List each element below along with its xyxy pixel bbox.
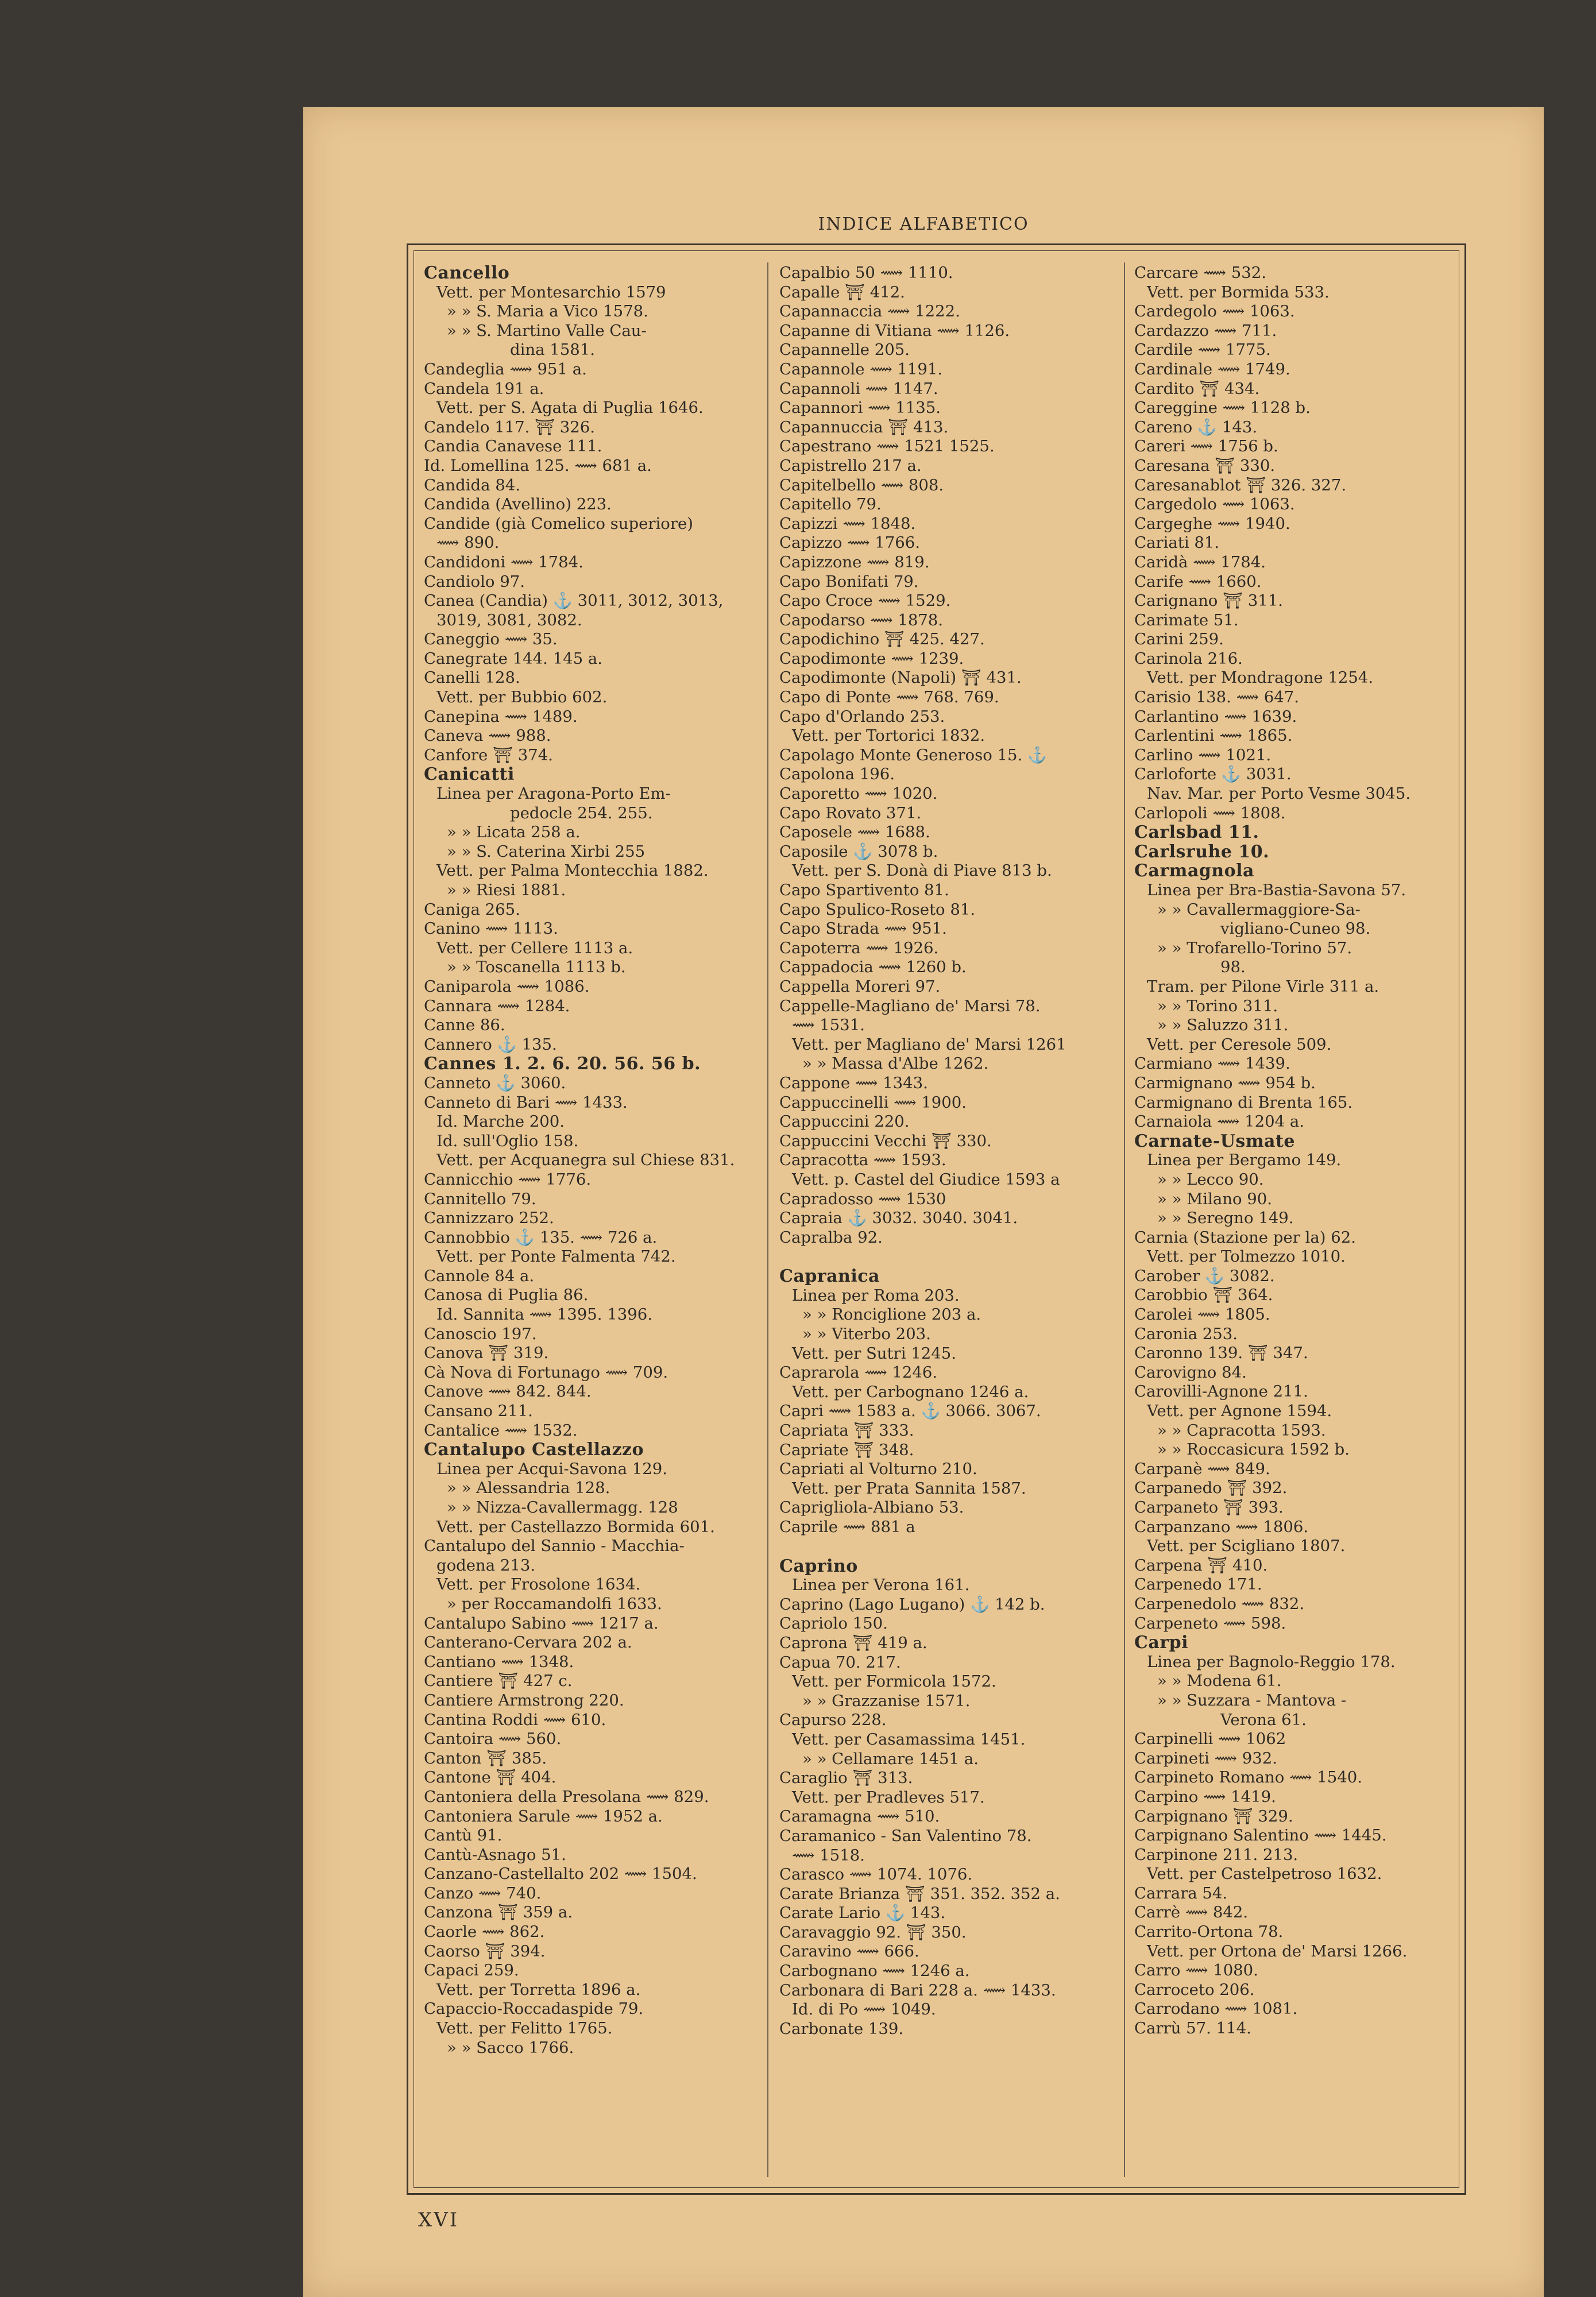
index-entry: Capo Bonifati 79. [779,572,919,591]
index-entry: Carlino ⟿ 1021. [1134,745,1272,764]
index-entry: » » Toscanella 1113 b. [447,958,626,977]
index-entry: Caresanablot ⛩ 326. 327. [1134,475,1347,494]
index-entry: Caraglio ⛩ 313. [779,1769,913,1788]
index-heading: Canicatti [424,764,515,785]
index-entry: Cannero ⚓ 135. [424,1035,557,1054]
index-entry: Cantina Roddi ⟿ 610. [424,1710,606,1729]
index-entry: Vett. per Bubbio 602. [436,688,608,707]
index-entry: Vett. per Cellere 1113 a. [436,938,633,957]
index-entry: Canoscio 197. [424,1324,537,1343]
index-entry: Canino ⟿ 1113. [424,919,558,938]
index-entry: Capodimonte ⟿ 1239. [779,649,964,668]
index-entry: Candide (già Comelico superiore) [424,514,694,533]
index-entry: Cantiere ⛩ 427 c. [424,1672,573,1691]
index-entry: Carpinelli ⟿ 1062 [1134,1730,1286,1749]
index-entry: Carpanzano ⟿ 1806. [1134,1517,1309,1536]
index-entry: Cappuccinelli ⟿ 1900. [779,1093,967,1112]
index-entry: Cappadocia ⟿ 1260 b. [779,958,967,977]
index-entry: Capri ⟿ 1583 a. ⚓ 3066. 3067. [779,1402,1041,1421]
index-entry: Capizzo ⟿ 1766. [779,533,921,552]
index-entry: Capannori ⟿ 1135. [779,399,941,417]
index-entry: Carrara 54. [1134,1884,1228,1902]
index-entry: Carimate 51. [1134,610,1239,629]
index-heading: Cancello [424,264,510,283]
index-entry: Capo Croce ⟿ 1529. [779,591,951,610]
index-entry: Candiolo 97. [424,572,525,591]
index-entry: Caniparola ⟿ 1086. [424,977,590,996]
index-entry: Cardegolo ⟿ 1063. [1134,302,1295,321]
index-entry: Vett. per Casamassima 1451. [792,1730,1026,1749]
index-entry: Canne 86. [424,1016,505,1035]
index-entry: Cannicchio ⟿ 1776. [424,1170,592,1189]
index-entry: Carpineto Romano ⟿ 1540. [1134,1768,1362,1787]
index-entry: Carpignano ⛩ 329. [1134,1807,1293,1826]
index-entry: Capannaccia ⟿ 1222. [779,302,960,321]
index-entry: Capanne di Vitiana ⟿ 1126. [779,321,1010,340]
index-entry: Capalbio 50 ⟿ 1110. [779,264,953,282]
index-entry: Carate Lario ⚓ 143. [779,1904,946,1923]
index-entry: Linea per Bergamo 149. [1147,1151,1342,1170]
index-entry: Carinola 216. [1134,649,1243,668]
index-entry: Id. Sannita ⟿ 1395. 1396. [436,1305,652,1324]
index-entry: Caravino ⟿ 666. [779,1942,919,1961]
index-entry: Caprarola ⟿ 1246. [779,1363,938,1382]
index-entry: Carpena ⛩ 410. [1134,1556,1268,1575]
index-entry: Capannuccia ⛩ 413. [779,417,949,436]
index-entry: Carbognano ⟿ 1246 a. [779,1962,970,1981]
index-entry: Capo Rovato 371. [779,803,922,822]
index-entry: Caramanico - San Valentino 78. [779,1826,1032,1845]
index-entry: Id. Lomellina 125. ⟿ 681 a. [424,456,652,475]
index-entry: Candia Canavese 111. [424,437,602,456]
index-entry: Canterano-Cervara 202 a. [424,1633,632,1652]
index-entry: » » S. Maria a Vico 1578. [447,302,648,321]
index-entry: Carrè ⟿ 842. [1134,1903,1249,1922]
index-heading: Capranica [779,1266,880,1287]
index-entry: » » Grazzanise 1571. [802,1691,971,1710]
index-entry: Carbonara di Bari 228 a. ⟿ 1433. [779,1981,1056,2000]
column-divider [767,262,768,2177]
index-entry: Carmiano ⟿ 1439. [1134,1054,1290,1073]
index-entry: Id. di Po ⟿ 1049. [792,2000,936,2019]
index-entry: Careno ⚓ 143. [1134,417,1258,436]
index-entry: Carpineti ⟿ 932. [1134,1749,1277,1768]
index-entry: Caronia 253. [1134,1324,1238,1343]
index-entry: Canea (Candia) ⚓ 3011, 3012, 3013, [424,591,724,610]
index-entry: Carloforte ⚓ 3031. [1134,765,1292,784]
index-entry: Canneto di Bari ⟿ 1433. [424,1093,628,1112]
index-entry: Carisio 138. ⟿ 647. [1134,688,1299,707]
index-entry: Vett. per Ortona de' Marsi 1266. [1147,1942,1408,1960]
index-entry: Capalle ⛩ 412. [779,283,905,301]
index-entry: Linea per Aragona-Porto Em- [436,784,671,803]
index-entry: Carro ⟿ 1080. [1134,1961,1258,1980]
index-entry: Cardito ⛩ 434. [1134,379,1260,398]
index-entry: Cantù-Asnago 51. [424,1845,566,1864]
index-entry: » » Capracotta 1593. [1157,1421,1326,1440]
index-entry: Carpino ⟿ 1419. [1134,1787,1276,1806]
index-entry: Cantalice ⟿ 1532. [424,1421,578,1440]
index-entry: Carnaiola ⟿ 1204 a. [1134,1112,1305,1131]
index-entry: Carife ⟿ 1660. [1134,572,1262,591]
index-entry: Canepina ⟿ 1489. [424,707,578,726]
index-entry: Carober ⚓ 3082. [1134,1266,1275,1285]
index-entry: » » Sacco 1766. [447,2038,574,2057]
index-entry: Capizzone ⟿ 819. [779,552,930,571]
index-entry: Vett. per S. Agata di Puglia 1646. [436,399,704,417]
index-entry: Carmignano ⟿ 954 b. [1134,1073,1316,1092]
index-entry: Careggine ⟿ 1128 b. [1134,399,1311,417]
index-entry: Carnia (Stazione per la) 62. [1134,1228,1356,1247]
index-entry: Caposele ⟿ 1688. [779,823,930,842]
index-entry: Carcare ⟿ 532. [1134,264,1266,282]
index-entry: Id. sull'Oglio 158. [436,1131,579,1150]
index-entry: Carrodano ⟿ 1081. [1134,2000,1298,2018]
index-entry: Canneto ⚓ 3060. [424,1073,566,1092]
index-entry: Candida (Avellino) 223. [424,495,612,514]
index-entry: Linea per Bra-Bastia-Savona 57. [1147,881,1406,899]
page-sheet [303,107,1544,2297]
index-entry: Capriolo 150. [779,1614,888,1633]
index-entry: Candida 84. [424,475,521,494]
index-entry: Capua 70. 217. [779,1653,901,1672]
index-entry: Carini 259. [1134,630,1224,649]
index-entry: Vett. per Mondragone 1254. [1147,668,1374,687]
index-entry: Canzo ⟿ 740. [424,1884,542,1902]
index-entry: Capo di Ponte ⟿ 768. 769. [779,688,999,707]
index-entry: Cannobbio ⚓ 135. ⟿ 726 a. [424,1228,658,1247]
index-entry: » » Seregno 149. [1157,1209,1294,1228]
index-entry: Carovilli-Agnone 211. [1134,1382,1308,1401]
index-entry: Capannelle 205. [779,341,910,359]
index-entry: » » Saluzzo 311. [1157,1016,1289,1035]
index-entry: Carpeneto ⟿ 598. [1134,1614,1286,1633]
index-entry: Vett. per Scigliano 1807. [1147,1537,1346,1556]
index-heading: Carmagnola [1134,861,1254,881]
index-entry: Caniga 265. [424,900,520,919]
index-entry: Cannole 84 a. [424,1266,535,1285]
index-heading: Cantalupo Castellazzo [424,1440,644,1460]
index-entry: Carolei ⟿ 1805. [1134,1305,1270,1324]
index-entry: » » Nizza-Cavallermagg. 128 [447,1498,678,1517]
index-entry: Vett. per Formicola 1572. [792,1672,996,1691]
index-entry: » per Roccamandolfi 1633. [447,1594,662,1613]
index-entry: Canova ⛩ 319. [424,1344,549,1363]
index-entry: Vett. per S. Donà di Piave 813 b. [792,861,1052,880]
index-entry: Vett. per Ceresole 509. [1147,1035,1332,1054]
index-entry: Capolago Monte Generoso 15. ⚓ [779,745,1048,764]
index-entry: Cantoniera Sarule ⟿ 1952 a. [424,1807,663,1826]
index-entry: Vett. per Tortorici 1832. [792,726,986,745]
page-header: INDICE ALFABETICO [818,214,1029,234]
index-entry: Vett. per Ponte Falmenta 742. [436,1247,676,1266]
index-entry: Carasco ⟿ 1074. 1076. [779,1865,973,1884]
index-entry: Linea per Acqui-Savona 129. [436,1459,668,1478]
index-entry: Canelli 128. [424,668,520,687]
index-entry: Capodimonte (Napoli) ⛩ 431. [779,668,1022,687]
index-entry: Vett. per Acquanegra sul Chiese 831. [436,1151,735,1170]
index-entry: Caramagna ⟿ 510. [779,1807,940,1826]
index-entry: Cantone ⛩ 404. [424,1768,557,1787]
index-entry: Capo Spartivento 81. [779,881,949,899]
index-entry: Capizzi ⟿ 1848. [779,514,916,533]
index-entry: » » Licata 258 a. [447,823,581,842]
index-entry: » » Cavallermaggiore-Sa- [1157,900,1361,919]
index-entry: Cappelle-Magliano de' Marsi 78. [779,996,1041,1015]
index-entry: Carroceto 206. [1134,1980,1255,1999]
index-entry: Capo Strada ⟿ 951. [779,919,947,938]
index-entry: » » Torino 311. [1157,996,1278,1015]
index-entry: Canzona ⛩ 359 a. [424,1903,573,1922]
index-entry: Cariati 81. [1134,533,1220,552]
index-entry: » » Suzzara - Mantova - [1157,1691,1347,1710]
column-divider [1124,262,1125,2177]
index-entry: Cannitello 79. [424,1189,536,1208]
index-entry: Capurso 228. [779,1711,887,1730]
index-entry: Canegrate 144. 145 a. [424,649,602,668]
index-entry: Vett. p. Castel del Giudice 1593 a [792,1170,1060,1189]
index-entry: Capodichino ⛩ 425. 427. [779,630,985,649]
index-entry: Candeglia ⟿ 951 a. [424,359,587,378]
index-entry: Cantù 91. [424,1826,503,1845]
index-entry: Vett. per Castellazzo Bormida 601. [436,1517,715,1536]
index-frame [407,243,1466,2195]
index-entry: Carpaneto ⛩ 393. [1134,1498,1284,1517]
index-entry: Canzano-Castellalto 202 ⟿ 1504. [424,1865,697,1884]
index-entry: » » Riesi 1881. [447,881,566,899]
index-entry: Vett. per Magliano de' Marsi 1261 [792,1035,1066,1054]
index-entry: Carpanè ⟿ 849. [1134,1459,1270,1478]
index-entry: Linea per Bagnolo-Reggio 178. [1147,1652,1396,1671]
index-entry: Candela 191 a. [424,379,544,398]
index-entry: Caprile ⟿ 881 a [779,1518,915,1536]
index-entry: Capannole ⟿ 1191. [779,359,943,378]
index-entry: Capitello 79. [779,495,882,514]
index-entry: Cantiano ⟿ 1348. [424,1652,574,1671]
index-entry: Capodarso ⟿ 1878. [779,610,944,629]
index-entry: godena 213. [436,1556,536,1575]
index-entry: Carrito-Ortona 78. [1134,1923,1284,1942]
index-entry: Carpinone 211. 213. [1134,1845,1299,1864]
page-number: XVI [418,2209,459,2232]
index-entry: Cantoniera della Presolana ⟿ 829. [424,1787,709,1806]
index-entry: Carmignano di Brenta 165. [1134,1093,1353,1112]
index-entry: Carlopoli ⟿ 1808. [1134,803,1286,822]
index-entry: Capolona 196. [779,765,895,784]
index-entry: Candelo 117. ⛩ 326. [424,417,595,436]
index-entry: Caorso ⛩ 394. [424,1942,546,1960]
index-entry: Cappuccini 220. [779,1112,910,1131]
index-entry: Vett. per Palma Montecchia 1882. [436,861,709,880]
index-entry: » » Ronciglione 203 a. [802,1305,981,1324]
index-heading: Cannes 1. 2. 6. 20. 56. 56 b. [424,1054,701,1074]
index-entry: ⟿ 890. [436,533,500,552]
index-entry: Capestrano ⟿ 1521 1525. [779,437,995,456]
index-entry: Vett. per Pradleves 517. [792,1788,985,1807]
index-entry: Vett. per Prata Sannita 1587. [792,1479,1026,1498]
index-entry: Capo d'Orlando 253. [779,707,945,726]
index-entry: Cargeghe ⟿ 1940. [1134,514,1290,533]
index-entry: Canove ⟿ 842. 844. [424,1382,592,1401]
index-entry: Cannara ⟿ 1284. [424,996,570,1015]
index-entry: Vett. per Castelpetroso 1632. [1147,1865,1382,1884]
index-entry: » » Massa d'Albe 1262. [802,1054,989,1073]
index-entry: Carlantino ⟿ 1639. [1134,707,1297,726]
index-entry: Cargedolo ⟿ 1063. [1134,495,1295,514]
index-entry: Cannizzaro 252. [424,1209,554,1228]
index-entry: Vett. per Frosolone 1634. [436,1575,641,1594]
index-entry: Tram. per Pilone Virle 311 a. [1147,977,1379,996]
index-entry: » » Lecco 90. [1157,1170,1264,1189]
index-entry: dina 1581. [510,341,595,359]
index-column-2 [779,264,1118,2182]
index-entry: Carobbio ⛩ 364. [1134,1286,1273,1305]
index-entry: Capo Spulico-Roseto 81. [779,900,976,919]
index-entry: » » Modena 61. [1157,1672,1282,1691]
index-entry: vigliano-Cuneo 98. [1220,919,1371,938]
index-entry: » » Trofarello-Torino 57. [1157,938,1352,957]
index-entry: Cardinale ⟿ 1749. [1134,359,1290,378]
index-entry: Capriati al Volturno 210. [779,1460,977,1479]
index-entry: 98. [1220,958,1246,977]
index-entry: Carbonate 139. [779,2019,904,2038]
index-entry: Nav. Mar. per Porto Vesme 3045. [1147,784,1411,803]
index-entry: Caronno 139. ⛩ 347. [1134,1344,1308,1363]
index-entry: » » S. Martino Valle Cau- [447,321,647,340]
index-entry: Capoterra ⟿ 1926. [779,938,939,957]
index-heading: Caprino [779,1556,858,1576]
index-entry: Carovigno 84. [1134,1363,1247,1382]
index-entry: Caprigliola-Albiano 53. [779,1498,964,1517]
index-entry: » » Milano 90. [1157,1189,1273,1208]
index-entry: Capaccio-Roccadaspide 79. [424,2000,644,2018]
index-entry: Capradosso ⟿ 1530 [779,1189,946,1208]
index-entry: Cappone ⟿ 1343. [779,1073,928,1092]
index-entry: Cà Nova di Fortunago ⟿ 709. [424,1363,668,1382]
index-entry: » » Roccasicura 1592 b. [1157,1440,1350,1459]
index-entry: Vett. per Agnone 1594. [1147,1402,1332,1421]
index-entry: Capralba 92. [779,1228,883,1247]
index-entry: Linea per Verona 161. [792,1576,970,1595]
index-entry: Carlentini ⟿ 1865. [1134,726,1293,745]
index-entry: Cappuccini Vecchi ⛩ 330. [779,1131,992,1150]
index-entry: Cardile ⟿ 1775. [1134,341,1271,359]
index-entry: Vett. per Felitto 1765. [436,2019,613,2038]
index-entry: Cantiere Armstrong 220. [424,1691,624,1710]
index-entry: » » Cellamare 1451 a. [802,1749,979,1768]
index-entry: Capriata ⛩ 333. [779,1421,914,1440]
index-entry: Carpignano Salentino ⟿ 1445. [1134,1826,1387,1845]
index-entry: ⟿ 1518. [792,1846,865,1865]
index-entry: Capraia ⚓ 3032. 3040. 3041. [779,1209,1018,1228]
index-entry: » » Viterbo 203. [802,1325,931,1344]
index-heading: Carlsbad 11. [1134,822,1259,843]
index-entry: Linea per Roma 203. [792,1286,960,1305]
index-entry: Vett. per Sutri 1245. [792,1344,956,1363]
index-entry: Caporetto ⟿ 1020. [779,784,938,803]
index-entry: Caprino (Lago Lugano) ⚓ 142 b. [779,1595,1045,1614]
index-entry: Vett. per Torretta 1896 a. [436,1980,641,1999]
index-entry: Canosa di Puglia 86. [424,1286,589,1305]
index-entry: Caorle ⟿ 862. [424,1923,545,1942]
index-entry: pedocle 254. 255. [510,803,653,822]
index-entry: Cardazzo ⟿ 711. [1134,321,1277,340]
index-entry: » » S. Caterina Xirbi 255 [447,842,646,861]
index-entry: Id. Marche 200. [436,1112,565,1131]
index-entry: Vett. per Carbognano 1246 a. [792,1382,1029,1401]
index-entry: Vett. per Montesarchio 1579 [436,283,666,301]
index-entry: Carignano ⛩ 311. [1134,591,1283,610]
index-entry: Capaci 259. [424,1961,519,1980]
index-heading: Carnate-Usmate [1134,1131,1295,1151]
index-entry: 3019, 3081, 3082. [436,610,582,629]
index-entry: Careri ⟿ 1756 b. [1134,437,1278,456]
index-heading: Carlsruhe 10. [1134,841,1270,862]
index-entry: Cansano 211. [424,1402,533,1421]
index-entry: Vett. per Tolmezzo 1010. [1147,1247,1346,1266]
index-entry: Caravaggio 92. ⛩ 350. [779,1923,967,1942]
index-entry: Canfore ⛩ 374. [424,745,553,764]
index-entry: Caneva ⟿ 988. [424,726,551,745]
index-column-1 [424,264,763,2182]
index-entry: Capannoli ⟿ 1147. [779,379,938,398]
index-entry: Verona 61. [1220,1710,1307,1729]
index-entry: Capitelbello ⟿ 808. [779,475,944,494]
index-entry: ⟿ 1531. [792,1016,865,1035]
index-entry: » » Alessandria 128. [447,1479,610,1498]
index-entry: Vett. per Bormida 533. [1147,283,1330,301]
index-entry: Capriate ⛩ 348. [779,1440,914,1459]
index-entry: Carpenedolo ⟿ 832. [1134,1594,1305,1613]
index-entry: Caresana ⛩ 330. [1134,456,1276,475]
index-heading: Carpi [1134,1633,1188,1653]
index-column-3 [1134,264,1462,2182]
index-entry: Carrù 57. 114. [1134,2019,1251,2038]
index-entry: Canton ⛩ 385. [424,1749,547,1768]
index-entry: Cantalupo del Sannio - Macchia- [424,1537,685,1556]
index-entry: Candidoni ⟿ 1784. [424,552,583,571]
index-entry: Capracotta ⟿ 1593. [779,1151,946,1170]
index-entry: Cappella Moreri 97. [779,977,941,996]
index-entry: Caneggio ⟿ 35. [424,630,558,649]
index-entry: Capistrello 217 a. [779,456,922,475]
index-entry: Caprona ⛩ 419 a. [779,1633,928,1652]
index-entry: Carpanedo ⛩ 392. [1134,1479,1288,1498]
index-entry: Cantalupo Sabino ⟿ 1217 a. [424,1614,659,1633]
index-entry: Caposile ⚓ 3078 b. [779,842,938,861]
index-entry: Carpenedo 171. [1134,1575,1262,1594]
index-entry: Cantoira ⟿ 560. [424,1730,562,1749]
index-entry: Caridà ⟿ 1784. [1134,552,1266,571]
index-entry: Carate Brianza ⛩ 351. 352. 352 a. [779,1884,1060,1903]
